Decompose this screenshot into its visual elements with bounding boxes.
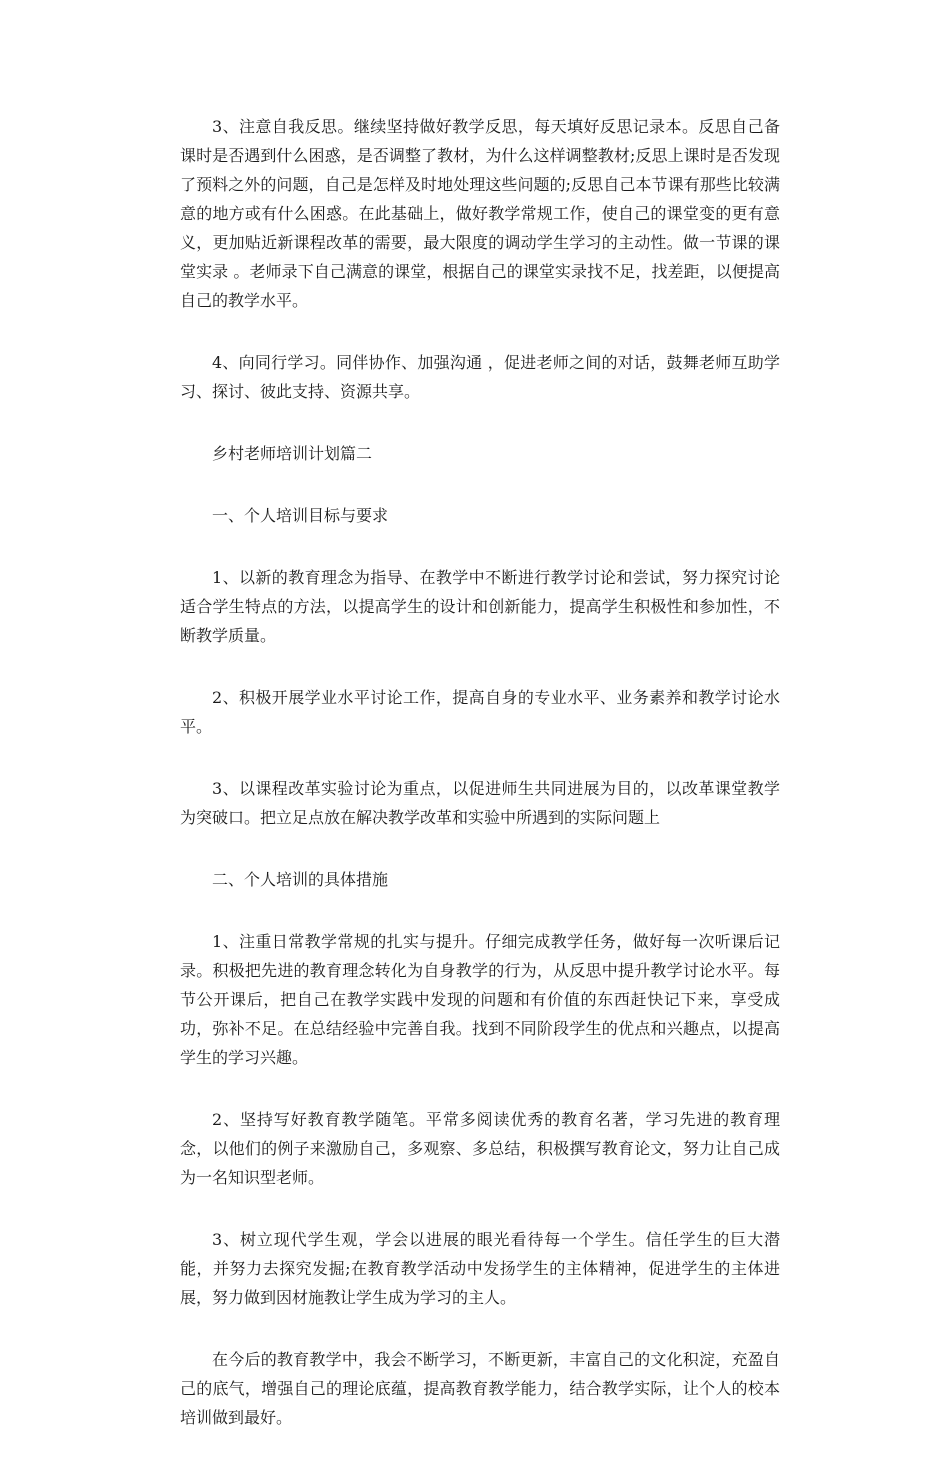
paragraph-peer-learning: 4、向同行学习。同伴协作、加强沟通 ，促进老师之间的对话，鼓舞老师互助学习、探讨、彼此支持、资源共享。 xyxy=(180,353,780,401)
paragraph-measure-3: 3、树立现代学生观，学会以进展的眼光看待每一个学生。信任学生的巨大潜能，并努力去探究发掘;在教育教学活动中发扬学生的主体精神，促进学生的主体进展，努力做到因材施教让学生成为学习的主人。 xyxy=(180,1230,780,1307)
paragraph-goal-1: 1、以新的教育理念为指导、在教学中不断进行教学讨论和尝试，努力探究讨论适合学生特点的方法，以提高学生的设计和创新能力，提高学生积极性和参加性，不断教学质量。 xyxy=(180,568,780,645)
paragraph-goal-3: 3、以课程改革实验讨论为重点，以促进师生共同进展为目的，以改革课堂教学为突破口。把立足点放在解决教学改革和实验中所遇到的实际问题上 xyxy=(180,779,780,827)
paragraph-measure-2: 2、坚持写好教育教学随笔。平常多阅读优秀的教育名著，学习先进的教育理念，以他们的例子来激励自己，多观察、多总结，积极撰写教育论文，努力让自己成为一名知识型老师。 xyxy=(180,1110,780,1187)
paragraph-measure-1: 1、注重日常教学常规的扎实与提升。仔细完成教学任务，做好每一次听课后记录。积极把先进的教育理念转化为自身教学的行为，从反思中提升教学讨论水平。每节公开课后，把自己在教学实践中发现的问题和有价值的东西赶快记下来，享受成功，弥补不足。在总结经验中完善自我。找到不同阶段学生的优点和兴趣点，以提高学生的学习兴趣。 xyxy=(180,932,780,1067)
paragraph-conclusion: 在今后的教育教学中，我会不断学习，不断更新，丰富自己的文化积淀，充盈自己的底气，增强自己的理论底蕴，提高教育教学能力，结合教学实际，让个人的校本培训做到最好。 xyxy=(180,1350,780,1427)
document-page xyxy=(180,112,780,1465)
heading-goals: 一、个人培训目标与要求 xyxy=(212,506,389,525)
section-title: 乡村老师培训计划篇二 xyxy=(212,444,373,463)
paragraph-reflection: 3、注意自我反思。继续坚持做好教学反思，每天填好反思记录本。反思自己备课时是否遇到什么困惑，是否调整了教材，为什么这样调整教材;反思上课时是否发现了预料之外的问题，自己是怎样及时地处理这些问题的;反思自己本节课有那些比较满意的地方或有什么困惑。在此基础上，做好教学常规工作，使自己的课堂变的更有意义，更加贴近新课程改革的需要，最大限度的调动学生学习的主动性。做一节课的课堂实录 。老师录下自己满意的课堂，根据自己的课堂实录找不足，找差距，以便提高自己的教学水平。 xyxy=(180,117,780,310)
paragraph-goal-2: 2、积极开展学业水平讨论工作，提高自身的专业水平、业务素养和教学讨论水平。 xyxy=(180,688,780,736)
heading-measures: 二、个人培训的具体措施 xyxy=(212,870,389,889)
